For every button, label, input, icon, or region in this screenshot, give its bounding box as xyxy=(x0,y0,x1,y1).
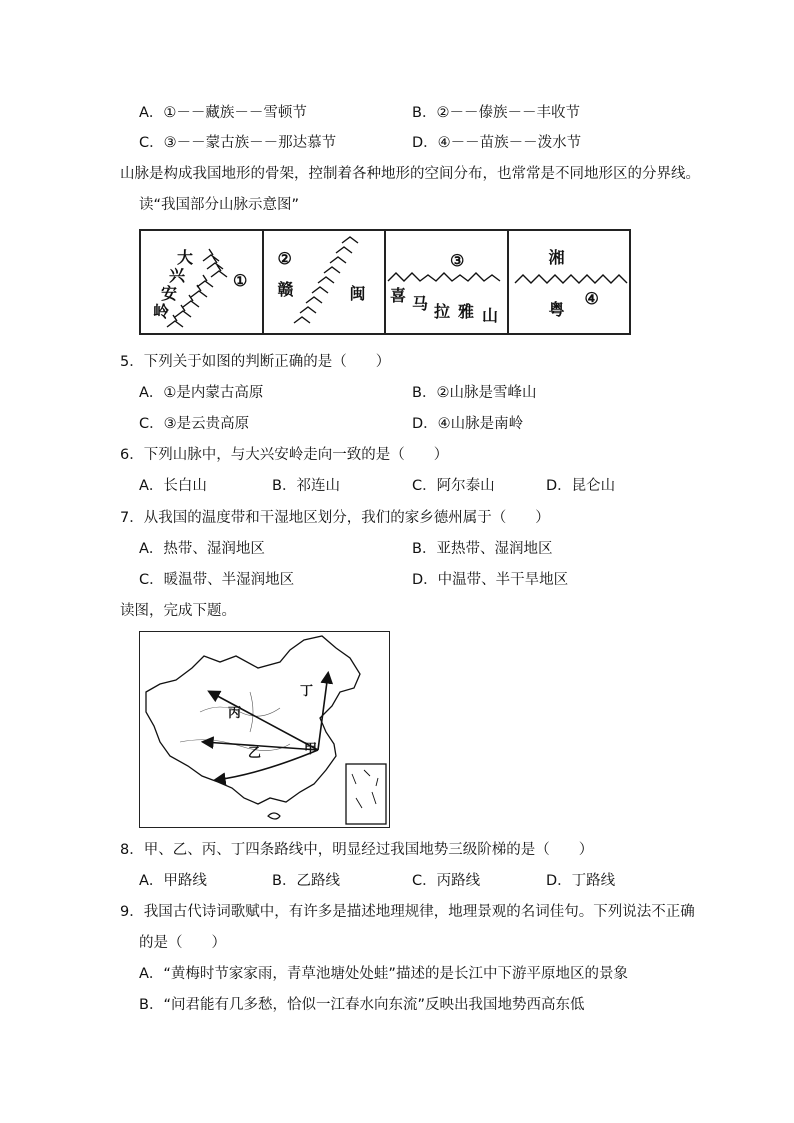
marker-4: ④ xyxy=(584,289,599,308)
q9-stem-line2: 的是（ ） xyxy=(139,935,226,951)
q9-option-a: A．“黄梅时节家家雨，青草池塘处处蛙”描述的是长江中下游平原地区的景象 xyxy=(139,966,628,982)
q7-option-a: A．热带、湿润地区 xyxy=(139,541,265,557)
range-name-char: 岭 xyxy=(153,302,170,321)
q7-stem: 7．从我国的温度带和干湿地区划分，我们的家乡德州属于（ ） xyxy=(120,510,550,526)
q6-option-d: D．昆仑山 xyxy=(546,478,616,494)
q5-option-d: D．④山脉是南岭 xyxy=(412,416,524,432)
q5-option-b: B．②山脉是雪峰山 xyxy=(412,385,537,401)
q8-option-c: C．丙路线 xyxy=(412,873,481,889)
himalaya-char: 山 xyxy=(482,306,499,325)
route-label-yi: 乙 xyxy=(248,746,262,761)
q4-option-a: A．①－－藏族－－雪顿节 xyxy=(139,105,307,121)
marker-3: ③ xyxy=(450,251,465,270)
q6-stem: 6．下列山脉中，与大兴安岭走向一致的是（ ） xyxy=(120,447,449,463)
read-map2-instruction: 读图，完成下题。 xyxy=(120,603,236,619)
himalaya-char: 拉 xyxy=(434,302,451,321)
label-min: 闽 xyxy=(349,284,366,303)
q4-option-b: B．②－－傣族－－丰收节 xyxy=(412,105,580,121)
china-route-map xyxy=(139,631,390,828)
label-yue: 粤 xyxy=(548,300,565,319)
range-name-char: 安 xyxy=(161,284,178,303)
q5-option-c: C．③是云贵高原 xyxy=(139,416,250,432)
china-outline-map xyxy=(140,632,388,826)
q5-option-a: A．①是内蒙古高原 xyxy=(139,385,264,401)
marker-1: ① xyxy=(233,271,248,290)
himalaya-char: 喜 xyxy=(390,286,407,305)
q7-option-d: D．中温带、半干旱地区 xyxy=(412,572,569,588)
himalaya-char: 雅 xyxy=(458,302,475,321)
q4-option-d: D．④－－苗族－－泼水节 xyxy=(412,135,582,151)
q6-option-b: B．祁连山 xyxy=(272,478,340,494)
q7-option-c: C．暖温带、半湿润地区 xyxy=(139,572,295,588)
q9-stem-line1: 9．我国古代诗词歌赋中，有许多是描述地理规律，地理景观的名词佳句。下列说法不正确 xyxy=(120,904,695,920)
q6-option-a: A．长白山 xyxy=(139,478,207,494)
q8-option-d: D．丁路线 xyxy=(546,873,616,889)
marker-2: ② xyxy=(277,249,292,268)
route-label-ding: 丁 xyxy=(300,684,314,699)
q9-option-b: B．“问君能有几多愁，恰似一江春水向东流”反映出我国地势西高东低 xyxy=(139,997,585,1013)
route-label-jia: 甲 xyxy=(304,742,318,757)
route-label-bing: 丙 xyxy=(228,706,242,721)
himalaya-char: 马 xyxy=(412,294,429,313)
range-name-char: 兴 xyxy=(169,266,186,285)
intro-text: 山脉是构成我国地形的骨架，控制着各种地形的空间分布，也常常是不同地形区的分界线。 xyxy=(120,166,700,182)
read-map-instruction: 读“我国部分山脉示意图” xyxy=(139,197,300,213)
q6-option-c: C．阿尔泰山 xyxy=(412,478,495,494)
q8-stem: 8．甲、乙、丙、丁四条路线中，明显经过我国地势三级阶梯的是（ ） xyxy=(120,842,594,858)
label-gan: 赣 xyxy=(277,280,294,299)
map-panel-2 xyxy=(264,231,387,333)
mountain-range-horizontal-icon xyxy=(509,231,630,333)
map-panel-4 xyxy=(509,231,630,333)
q5-stem: 5．下列关于如图的判断正确的是（ ） xyxy=(120,354,391,370)
map-panel-3 xyxy=(386,231,509,333)
label-xiang: 湘 xyxy=(548,248,565,267)
range-name-char: 大 xyxy=(177,248,194,267)
q4-option-c: C．③－－蒙古族－－那达慕节 xyxy=(139,135,337,151)
mountain-schematic-map xyxy=(139,229,631,335)
q8-option-b: B．乙路线 xyxy=(272,873,340,889)
map-panel-1 xyxy=(141,231,264,333)
q7-option-b: B．亚热带、湿润地区 xyxy=(412,541,553,557)
q8-option-a: A．甲路线 xyxy=(139,873,207,889)
